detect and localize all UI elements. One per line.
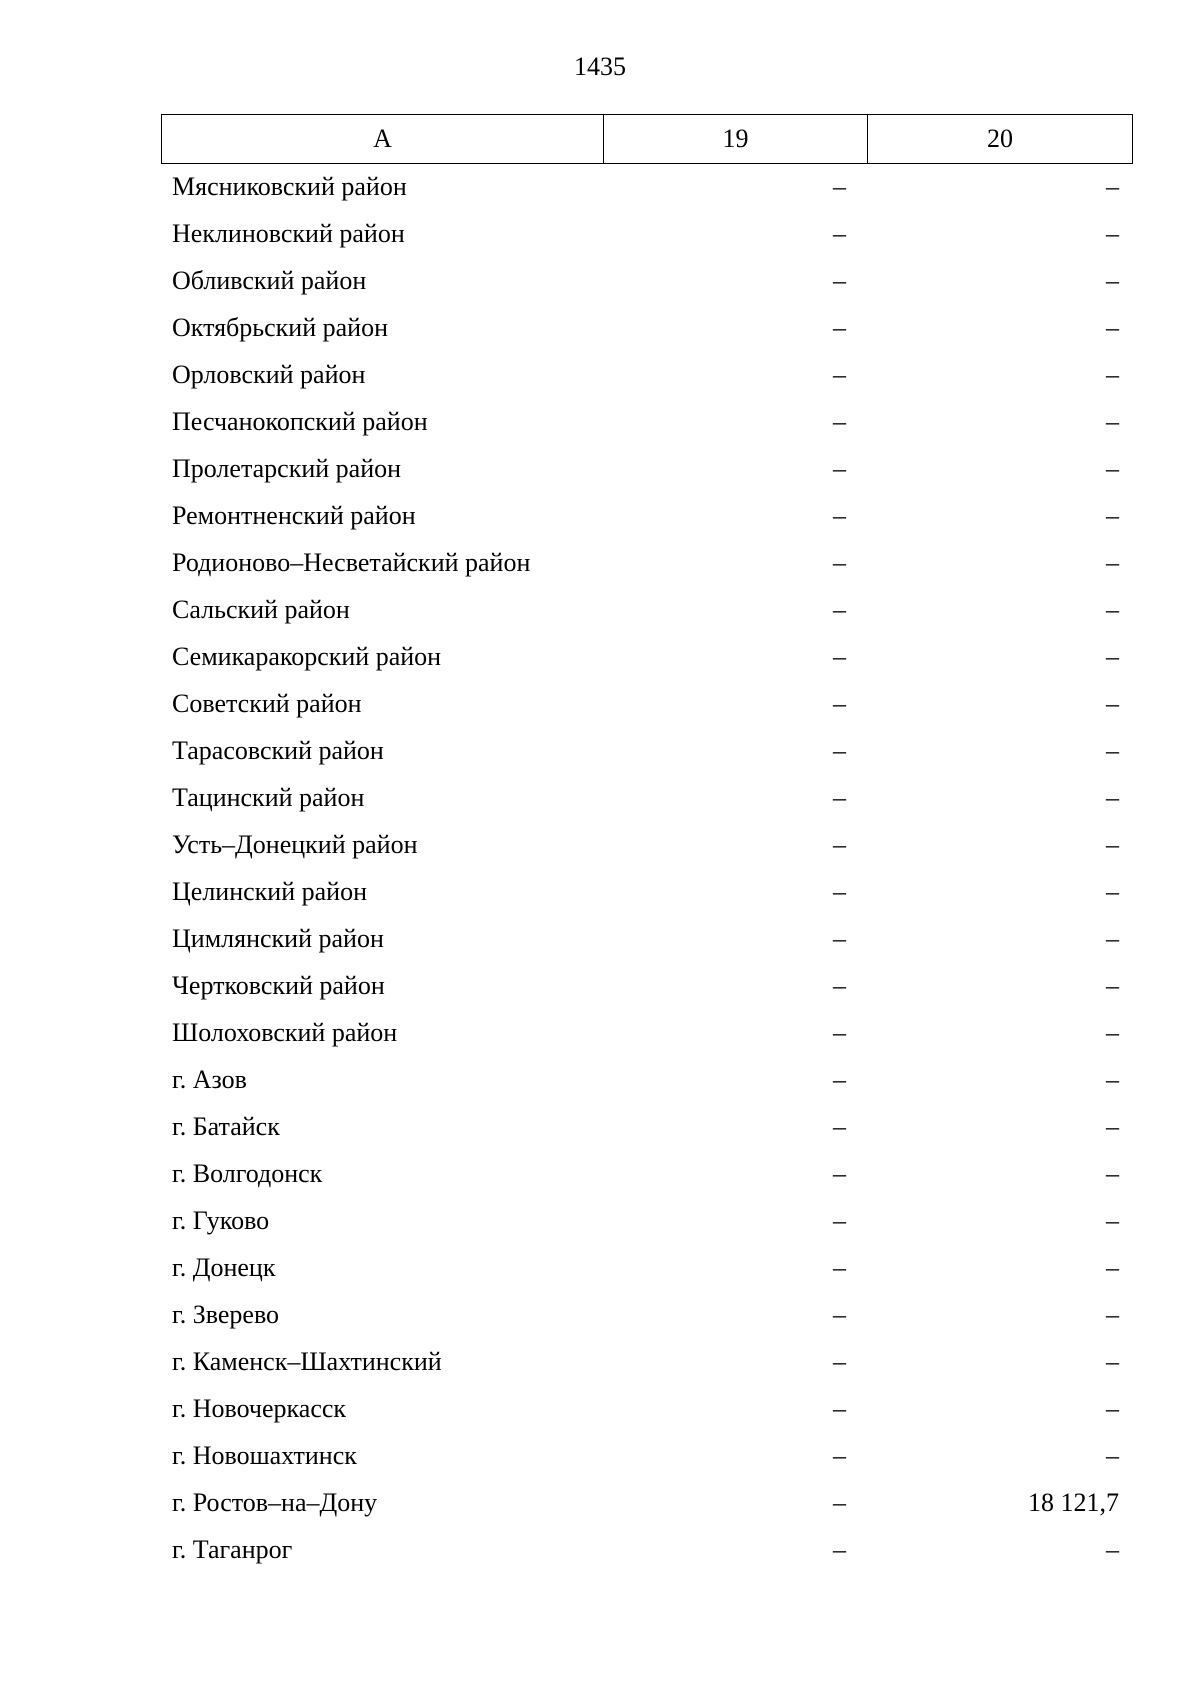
row-value-20: 18 121,7 <box>1028 1488 1119 1517</box>
row-value-20: – <box>1106 642 1119 671</box>
row-value-20: – <box>1106 971 1119 1000</box>
row-value-19: – <box>833 830 846 859</box>
row-name: Октябрьский район <box>172 313 388 342</box>
table-row <box>161 774 1129 821</box>
row-value-20: – <box>1106 454 1119 483</box>
table-header <box>161 114 1133 164</box>
row-value-20: – <box>1106 501 1119 530</box>
table-row <box>161 868 1129 915</box>
table-row <box>161 915 1129 962</box>
row-value-19: – <box>833 689 846 718</box>
row-value-19: – <box>833 595 846 624</box>
row-value-20: – <box>1106 830 1119 859</box>
row-name: г. Донецк <box>172 1253 276 1282</box>
row-value-19: – <box>833 1206 846 1235</box>
table-row <box>161 1009 1129 1056</box>
row-value-20: – <box>1106 1206 1119 1235</box>
row-value-19: – <box>833 924 846 953</box>
row-name: Тарасовский район <box>172 736 384 765</box>
row-value-19: – <box>833 736 846 765</box>
row-value-19: – <box>833 783 846 812</box>
table-body <box>161 163 1129 1573</box>
row-value-19: – <box>833 501 846 530</box>
row-value-20: – <box>1106 1112 1119 1141</box>
header-cell-20: 20 <box>868 115 1133 164</box>
row-name: Неклиновский район <box>172 219 405 248</box>
row-value-20: – <box>1106 1253 1119 1282</box>
table-row <box>161 1526 1129 1573</box>
row-value-19: – <box>833 360 846 389</box>
table-row <box>161 1197 1129 1244</box>
table-row <box>161 1479 1129 1526</box>
table-row <box>161 210 1129 257</box>
row-name: Мясниковский район <box>172 172 407 201</box>
row-name: Пролетарский район <box>172 454 402 483</box>
table-row <box>161 163 1129 210</box>
row-name: Родионово–Несветайский район <box>172 548 531 577</box>
row-value-19: – <box>833 642 846 671</box>
row-value-19: – <box>833 971 846 1000</box>
table-row <box>161 1385 1129 1432</box>
table-row <box>161 257 1129 304</box>
table-row <box>161 1103 1129 1150</box>
row-name: Орловский район <box>172 360 366 389</box>
table-row <box>161 633 1129 680</box>
row-value-20: – <box>1106 1300 1119 1329</box>
header-cell-19: 19 <box>604 115 868 164</box>
row-value-20: – <box>1106 1394 1119 1423</box>
row-name: Целинский район <box>172 877 367 906</box>
table-row <box>161 680 1129 727</box>
row-value-19: – <box>833 1018 846 1047</box>
table-row <box>161 304 1129 351</box>
row-value-20: – <box>1106 172 1119 201</box>
row-name: г. Новошахтинск <box>172 1441 357 1470</box>
row-value-20: – <box>1106 1065 1119 1094</box>
header-cell-a: А <box>162 115 604 164</box>
row-value-20: – <box>1106 360 1119 389</box>
row-name: г. Волгодонск <box>172 1159 323 1188</box>
table-row <box>161 351 1129 398</box>
row-value-19: – <box>833 1441 846 1470</box>
row-name: Тацинский район <box>172 783 365 812</box>
row-value-20: – <box>1106 689 1119 718</box>
row-name: Ремонтненский район <box>172 501 416 530</box>
row-name: Цимлянский район <box>172 924 384 953</box>
row-name: г. Батайск <box>172 1112 280 1141</box>
row-name: Советский район <box>172 689 362 718</box>
row-value-20: – <box>1106 1018 1119 1047</box>
row-value-19: – <box>833 313 846 342</box>
row-name: г. Азов <box>172 1065 247 1094</box>
table-row <box>161 727 1129 774</box>
table-row <box>161 1244 1129 1291</box>
row-value-19: – <box>833 1535 846 1564</box>
table-row <box>161 586 1129 633</box>
row-name: Усть–Донецкий район <box>172 830 418 859</box>
row-value-19: – <box>833 1394 846 1423</box>
row-name: Семикаракорский район <box>172 642 442 671</box>
table-row <box>161 539 1129 586</box>
header-row <box>162 115 1133 164</box>
row-value-19: – <box>833 407 846 436</box>
page-number: 1435 <box>574 52 626 81</box>
table-row <box>161 1291 1129 1338</box>
row-value-20: – <box>1106 266 1119 295</box>
row-value-19: – <box>833 1159 846 1188</box>
row-name: г. Гуково <box>172 1206 270 1235</box>
row-name: г. Каменск–Шахтинский <box>172 1347 442 1376</box>
row-value-19: – <box>833 877 846 906</box>
row-name: Песчанокопский район <box>172 407 428 436</box>
row-value-20: – <box>1106 877 1119 906</box>
table-row <box>161 821 1129 868</box>
row-name: г. Таганрог <box>172 1535 293 1564</box>
row-value-20: – <box>1106 595 1119 624</box>
row-name: Шолоховский район <box>172 1018 398 1047</box>
row-value-20: – <box>1106 548 1119 577</box>
table-row <box>161 1432 1129 1479</box>
row-value-20: – <box>1106 1441 1119 1470</box>
row-value-19: – <box>833 1488 846 1517</box>
row-value-19: – <box>833 1253 846 1282</box>
row-value-19: – <box>833 1065 846 1094</box>
table-row <box>161 962 1129 1009</box>
row-value-19: – <box>833 1300 846 1329</box>
table-row <box>161 445 1129 492</box>
row-value-19: – <box>833 1112 846 1141</box>
row-value-20: – <box>1106 1159 1119 1188</box>
table-row <box>161 1338 1129 1385</box>
row-value-19: – <box>833 266 846 295</box>
row-value-19: – <box>833 454 846 483</box>
row-value-20: – <box>1106 219 1119 248</box>
table-row <box>161 398 1129 445</box>
row-value-19: – <box>833 1347 846 1376</box>
row-value-20: – <box>1106 313 1119 342</box>
table-row <box>161 492 1129 539</box>
row-value-20: – <box>1106 1347 1119 1376</box>
row-name: Чертковский район <box>172 971 385 1000</box>
row-value-19: – <box>833 219 846 248</box>
table-row <box>161 1056 1129 1103</box>
row-value-20: – <box>1106 407 1119 436</box>
row-name: г. Ростов–на–Дону <box>172 1488 378 1517</box>
row-value-20: – <box>1106 736 1119 765</box>
row-value-19: – <box>833 548 846 577</box>
row-name: Сальский район <box>172 595 350 624</box>
row-value-19: – <box>833 172 846 201</box>
table-row <box>161 1150 1129 1197</box>
row-value-20: – <box>1106 1535 1119 1564</box>
row-name: Обливский район <box>172 266 367 295</box>
row-name: г. Новочеркасск <box>172 1394 347 1423</box>
row-value-20: – <box>1106 924 1119 953</box>
row-value-20: – <box>1106 783 1119 812</box>
row-name: г. Зверево <box>172 1300 280 1329</box>
